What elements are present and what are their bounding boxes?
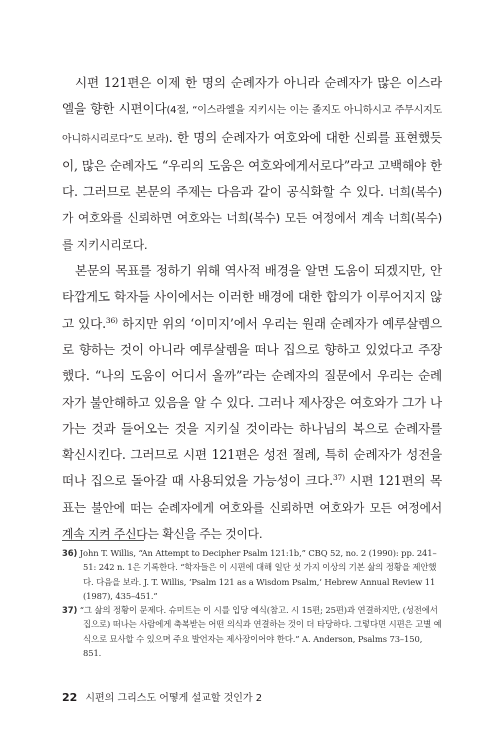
footnote-divider <box>62 540 144 541</box>
paragraph-1 <box>62 70 442 258</box>
page-footer <box>62 689 262 704</box>
footnote-ref-36: 36) <box>105 315 118 325</box>
footnotes <box>62 546 442 660</box>
p1-text-c: . 한 명의 순례자가 여호와에 대한 신뢰를 표현했듯이, 많은 순례자도 “우리의 도움은 여호와에게서로다”라고 고백해야 한다. 그러므로 본문의 주제는 다음과 같이 공식화할 수 있다. <box>62 129 442 200</box>
p1-theme-statement: 너희(복수)가 여호와를 신뢰하면 여호와는 너희(복수) 모든 여정에서 계속 너희(복수)를 지키시리로다. <box>62 185 443 252</box>
page-number: 22 <box>62 691 78 704</box>
p2-text-a: 본문의 목표를 정하기 위해 역사적 배경을 알면 도움이 되겠지만, 안타깝게도 학자들 사이에서는 이러한 배경에 대한 합의가 이루어지지 않고 있다. <box>62 263 442 331</box>
p2-text-b: 하지만 위의 ‘이미지’에서 우리는 원래 순례자가 예루살렘으로 향하는 것이 아니라 예루살렘을 떠나 집으로 향하고 있었다고 주장했다. “나의 도움이 어디서 올까”라는 순례자의 질문에서 우리는 순례자가 불안해하고 있음을 알 수 있다. 그러나 제사장은 여호와가 그가 나가는 것과 들어오는 것을 지키실 것이라는 하나님의 복으로 순례자를 확신시킨다. 그러므로 시편 121편은 성전 절례, 특히 순례자가 성전을 떠나 집으로 돌아갈 때 사용되었을 가능성이 크다. <box>62 315 442 489</box>
main-text <box>62 70 442 547</box>
footnote-text: John T. Willis, “An Attempt to Decipher Psalm 121:1b,” CBQ 52, no. 2 (1990): pp. 241–51: 242 n. 1은 기록한다. “학자들은 이 시편에 대해 일단 섯 가지 이상의 기본 삶의 정황을 제안했다. 다음을 보라. J. T. Willis, ‘Psalm 121 as a Wisdom Psalm,’ Hebrew Annual Review 11 (1987), 435–451.” <box>79 548 437 601</box>
p1-text-a: 시편 121편은 이제 한 명의 순례자가 아니라 순례자가 많은 이스라엘을 향한 시편이다 <box>62 75 442 117</box>
footnote-number: 36) <box>62 548 78 558</box>
p2-goal-statement: 불안에 떠는 순례자에게 여호와를 신뢰하면 여호와가 모든 여정에서 계속 지켜 주신다는 확신을 주는 것이다. <box>62 500 442 542</box>
footnote-number: 37) <box>62 605 78 616</box>
footnote-36 <box>62 546 442 603</box>
paragraph-2 <box>62 258 442 547</box>
footnote-text: “그 삶의 정황이 문제다. 슈미트는 이 시를 입당 예식(참고. 시 15편; 25편)과 연결하지만, (성전에서 집으로) 떠나는 사람에게 축복받는 어떤 의식과 연결하는 것이 더 타당하다. 그렇다면 시편은 고별 예식으로 묘사할 수 있으며 주요 발언자는 제사장이어야 한다.” A. Anderson, Psalms 73–150, 851. <box>79 605 442 659</box>
p1-parenthetical: (4절, “이스라엘을 지키시는 이는 졸지도 아니하시고 주무시지도 아니하시리로다”도 보라) <box>62 105 442 145</box>
footnote-37 <box>62 603 442 660</box>
running-title: 시편의 그리스도 어떻게 설교할 것인가 2 <box>85 693 263 704</box>
p2-text-c: 시편 121편의 목표는 <box>62 473 442 515</box>
footnote-ref-37: 37) <box>332 473 345 483</box>
